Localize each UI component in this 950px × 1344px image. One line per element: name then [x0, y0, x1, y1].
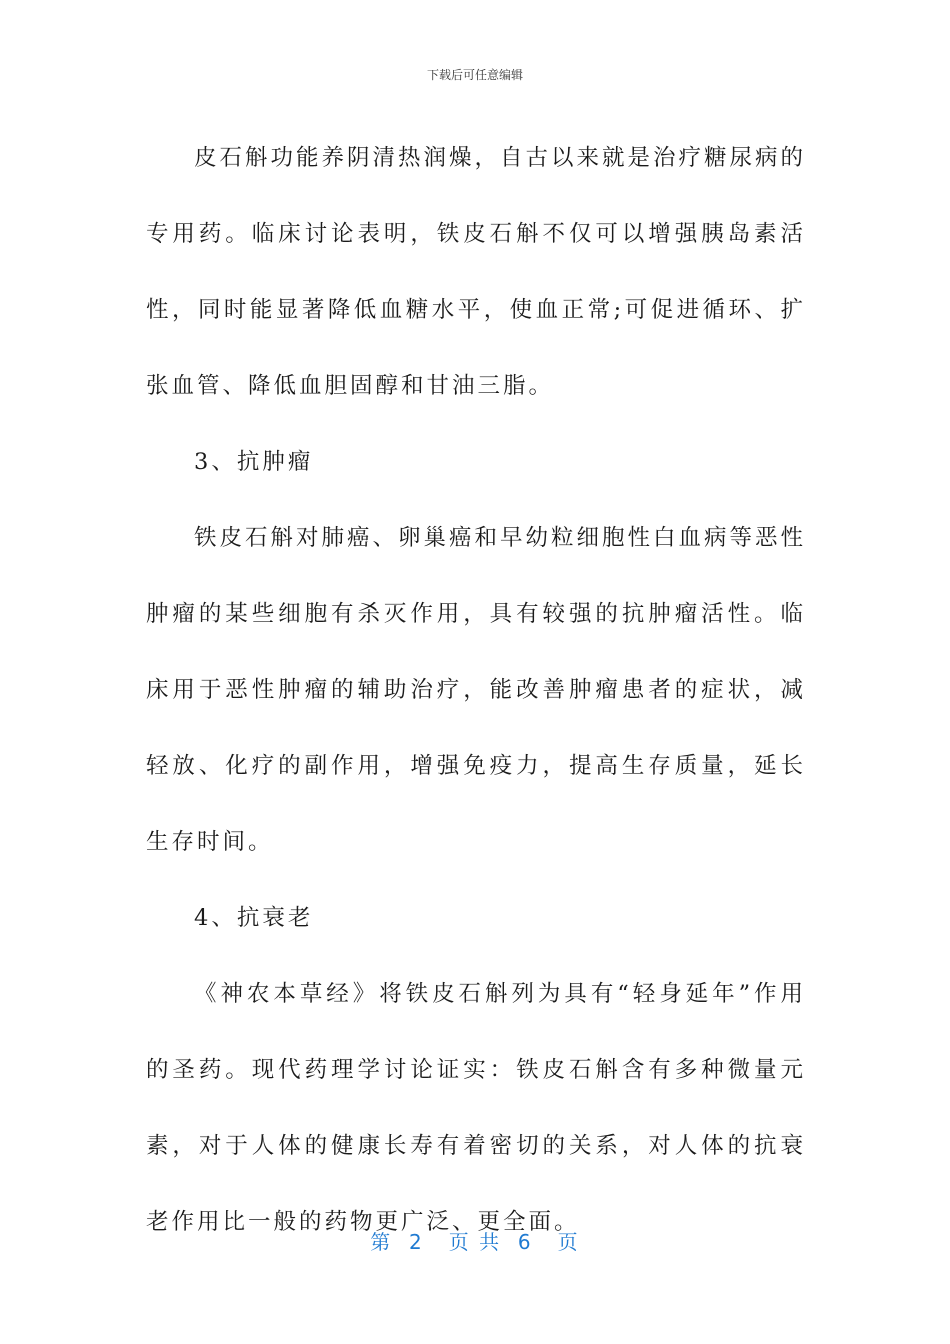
- paragraph-diabetes: 皮石斛功能养阴清热润燥，自古以来就是治疗糖尿病的专用药。临床讨论表明，铁皮石斛不仅可以增强胰岛素活性，同时能显著降低血糖水平，使血正常;可促进循环、扩张血管、降低血胆固醇和甘油三脂。: [146, 145, 807, 399]
- section-heading-antitumor: 3、抗肿瘤: [194, 449, 314, 475]
- page-number-label: 第 2 页 共 6 页: [370, 1230, 580, 1254]
- section-heading-antiaging: 4、抗衰老: [194, 905, 314, 931]
- paragraph-antitumor: 铁皮石斛对肺癌、卵巢癌和早幼粒细胞性白血病等恶性肿瘤的某些细胞有杀灭作用，具有较强的抗肿瘤活性。临床用于恶性肿瘤的辅助治疗，能改善肿瘤患者的症状，减轻放、化疗的副作用，增强免疫力，提高生存质量，延长生存时间。: [146, 525, 807, 855]
- document-body: [146, 120, 806, 1260]
- paragraph-antiaging: 《神农本草经》将铁皮石斛列为具有“轻身延年”作用的圣药。现代药理学讨论证实：铁皮石斛含有多种微量元素，对于人体的健康长寿有着密切的关系，对人体的抗衰老作用比一般的药物更广泛、更全面。: [146, 981, 806, 1235]
- header-note: 下载后可任意编辑: [426, 68, 523, 82]
- page-number: [0, 1226, 950, 1255]
